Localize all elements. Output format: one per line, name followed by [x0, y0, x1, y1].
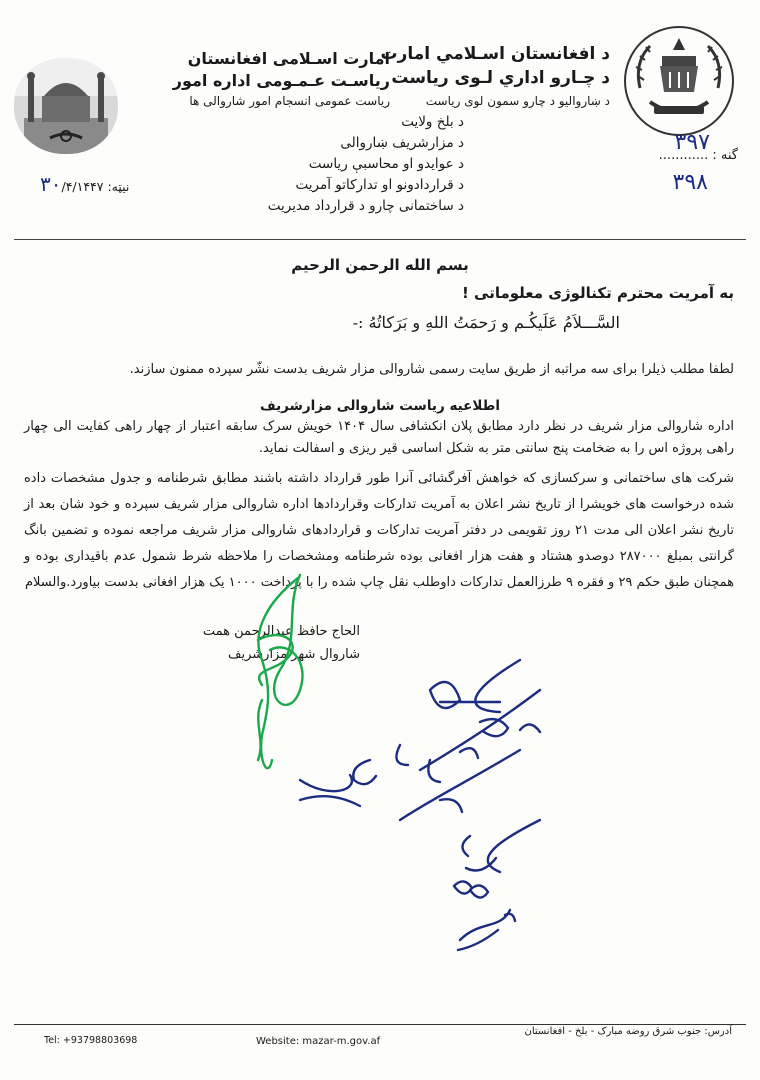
reference-number-label: گنه : ............: [658, 148, 738, 163]
notice-title: اطلاعیه ریاست شاروالی مزارشریف: [260, 398, 500, 414]
salutation: به آمریت محترم تکنالوژی معلوماتی !: [461, 284, 734, 302]
header-dari-line3: ریاست عمومی انسجام امور شاروالی ها: [189, 94, 390, 108]
footer-address: آدرس: جنوب شرق روضه مبارک - بلخ - افغانستان: [524, 1026, 732, 1037]
recipient-line: د ساختمانی چارو د قرارداد مدیریت: [267, 198, 464, 214]
recipient-line: د قراردادونو او تدارکاتو آمریت: [295, 177, 464, 193]
basmala: بسم الله الرحمن الرحیم: [291, 256, 469, 274]
blue-handwriting: [300, 660, 540, 950]
reference-number-handwritten: ۳۹۸: [672, 170, 708, 195]
greeting: السَّـــلاَمُ عَلَيكُـم و رَحمَتُ اللهِ و بَرَكاتُهُ :-: [352, 313, 620, 332]
footer-divider: [14, 1024, 746, 1025]
footer-website: Website: mazar-m.gov.af: [256, 1036, 381, 1047]
header-dari-line1: امارت اسـلامی افغانستان: [187, 49, 390, 68]
request-paragraph: لطفا مطلب ذیلرا برای سه مراتبه از طریق سایت رسمی شاروالی مزار شریف بدست نشّر سپرده ممنون سازند.: [129, 362, 734, 377]
header-dari-line2: ریاسـت عـمـومی اداره امور: [172, 71, 390, 90]
date-day-handwritten: ۳۰: [40, 172, 62, 196]
signatory-name: الحاج حافظ عبدالرحمن همت: [202, 624, 360, 639]
header-pashto-line1: د افغانستان اسـلامي امارت: [380, 44, 610, 64]
reference-number-handwritten: ۳۹۷: [674, 130, 710, 155]
notice-paragraph-1: اداره شاروالی مزار شریف در نظر دارد مطابق پلان انکشافی سال ۱۴۰۴ خویش سرک سابقه اعتبار از چهار راهی کفایت الی چهار راهی پروژه اس را به ضخامت پنج سانتی متر به شکل اساسی قیر ریزی و اسفالت نماید.: [24, 419, 734, 456]
recipient-line: د عوایدو او محاسبې ریاست: [308, 156, 464, 172]
header-pashto-line2: د چـارو اداري لـوی ریاست: [391, 68, 610, 88]
recipient-line: د بلخ ولایت: [401, 114, 464, 130]
signatory-title: شاروال شهر مزارشریف: [228, 647, 360, 662]
footer-telephone: Tel: +93798803698: [44, 1035, 138, 1046]
header-pashto-line3: د ښاروالیو د چارو سمون لوی ریاست: [425, 94, 610, 108]
date-label: نیټه:: [107, 179, 130, 194]
green-signature-scribble: [258, 575, 303, 768]
recipient-line: د مزارشریف ښاروالی: [340, 135, 464, 151]
date-rest: /۴/۱۴۴۷: [61, 179, 104, 194]
notice-paragraph-2: شرکت های ساختمانی و سرکسازی که خواهش آفرگشائی آنرا طور قرارداد داشته باشند مطابق شرطنامه و جدول مشخصات داده شده درخواست های خویشرا از تاریخ نشر اعلان به آمریت تدارکات وقراردادها اداره شاروالی مزار شریف سپرده و خود شان بعد از تاریخ نشر اعلان الی مدت ۲۱ روز تقویمی در دفتر آمریت تدارکات و قراردادهای شاروالی مزار شریف مراجعه نموده و تضمین بانگ گرانتی بمبلغ ۲۸۷۰۰۰ دوصدو هشتاد و هفت هزار افغانی بوده شرطنامه ومشخصات را ملاحظه شرط شمول عدم باقیداری بوده و همچنان طبق حکم ۲۹ و فقره ۹ طرزالعمل تدارکات داوطلب نقل چاپ شده را با پرداخت ۱۰۰۰ یک هزار افغانی بدست بیاورد.والسلام: [24, 471, 734, 590]
